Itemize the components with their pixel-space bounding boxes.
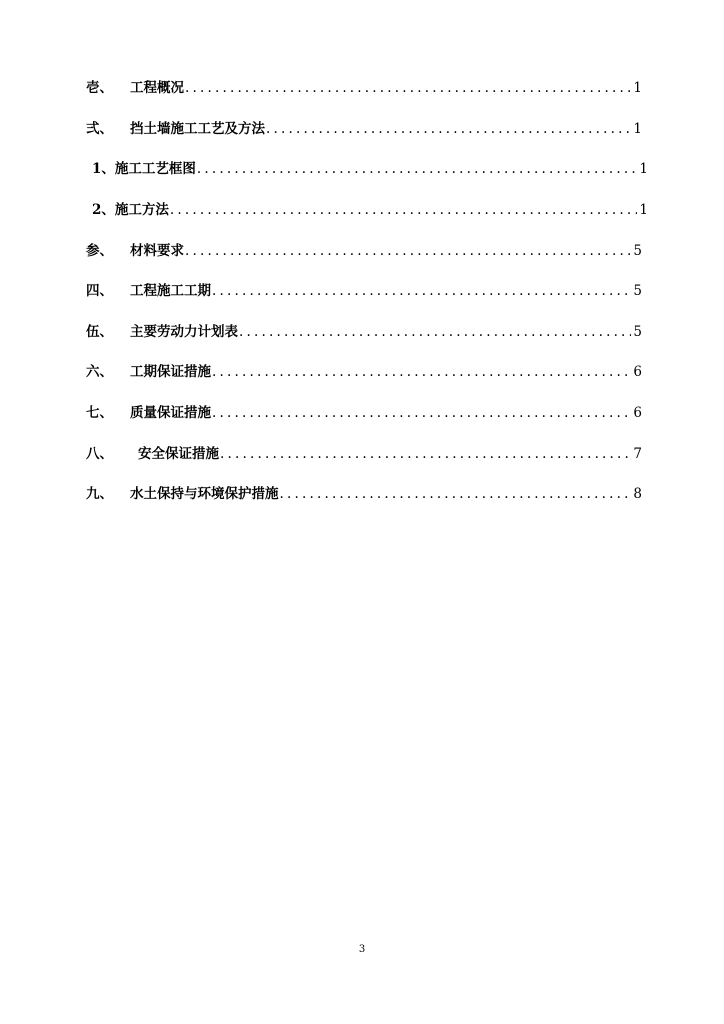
- toc-entry-page: 8: [633, 486, 642, 503]
- toc-leader-dots: [220, 446, 631, 462]
- toc-entry-page: 5: [633, 323, 642, 340]
- toc-entry-page: 5: [633, 283, 642, 300]
- toc-entry-number: 七、: [86, 405, 113, 422]
- toc-entry-number: 弍、: [86, 120, 113, 137]
- toc-entry-title: 质量保证措施: [130, 405, 211, 422]
- toc-entry-number: 伍、: [86, 323, 113, 340]
- toc-entry[interactable]: [86, 228, 642, 269]
- toc-entry-page: 6: [633, 364, 642, 381]
- toc-entry-title: 安全保证措施: [138, 445, 219, 462]
- toc-entry[interactable]: [86, 147, 648, 188]
- toc-entry[interactable]: [86, 472, 642, 513]
- toc-entry[interactable]: [86, 188, 648, 229]
- toc-entry-title: 工程概况: [130, 80, 184, 97]
- toc-entry-page: 5: [633, 242, 642, 259]
- toc-entry[interactable]: [86, 391, 642, 432]
- toc-entry-number: 壱、: [86, 80, 113, 97]
- toc-leader-dots: [197, 161, 638, 177]
- toc-entry-number: 四、: [86, 283, 113, 300]
- toc-entry-title: 材料要求: [130, 242, 184, 259]
- toc-leader-dots: [239, 324, 631, 340]
- toc-entry-title: 水土保持与环境保护措施: [130, 486, 279, 503]
- toc-entry-number: 参、: [86, 242, 113, 259]
- toc-entry[interactable]: [86, 107, 642, 148]
- toc-entry-number: 九、: [86, 486, 113, 503]
- toc-entry-number: 2、: [92, 202, 115, 219]
- toc-leader-dots: [185, 243, 631, 259]
- toc-entry-title: 主要劳动力计划表: [130, 323, 238, 340]
- toc-entry[interactable]: [86, 269, 642, 310]
- toc-entry-number: 1、: [92, 161, 115, 178]
- page-number: 3: [358, 944, 366, 955]
- toc-entry-page: 1: [639, 202, 648, 219]
- toc-entry[interactable]: [86, 66, 642, 107]
- table-of-contents: [86, 66, 648, 513]
- toc-entry-page: 7: [633, 445, 642, 462]
- toc-entry-number: 六、: [86, 364, 113, 381]
- toc-leader-dots: [212, 405, 631, 421]
- toc-leader-dots: [170, 202, 638, 218]
- toc-leader-dots: [185, 80, 631, 96]
- toc-leader-dots: [266, 121, 631, 137]
- toc-leader-dots: [212, 364, 631, 380]
- toc-entry-page: 6: [633, 405, 642, 422]
- toc-leader-dots: [212, 283, 631, 299]
- toc-entry-title: 施工工艺框图: [114, 161, 196, 178]
- toc-entry-number: 八、: [86, 445, 113, 462]
- toc-entry-page: 1: [633, 80, 642, 97]
- toc-entry-title: 挡土墙施工工艺及方法: [130, 120, 265, 137]
- toc-entry-page: 1: [639, 161, 648, 178]
- toc-entry-title: 工期保证措施: [130, 364, 211, 381]
- toc-entry[interactable]: [86, 350, 642, 391]
- toc-entry-page: 1: [633, 120, 642, 137]
- toc-entry-title: 工程施工工期: [130, 283, 211, 300]
- toc-entry[interactable]: [86, 431, 642, 472]
- toc-entry-title: 施工方法: [114, 202, 169, 219]
- toc-leader-dots: [280, 486, 632, 502]
- toc-entry[interactable]: [86, 310, 642, 351]
